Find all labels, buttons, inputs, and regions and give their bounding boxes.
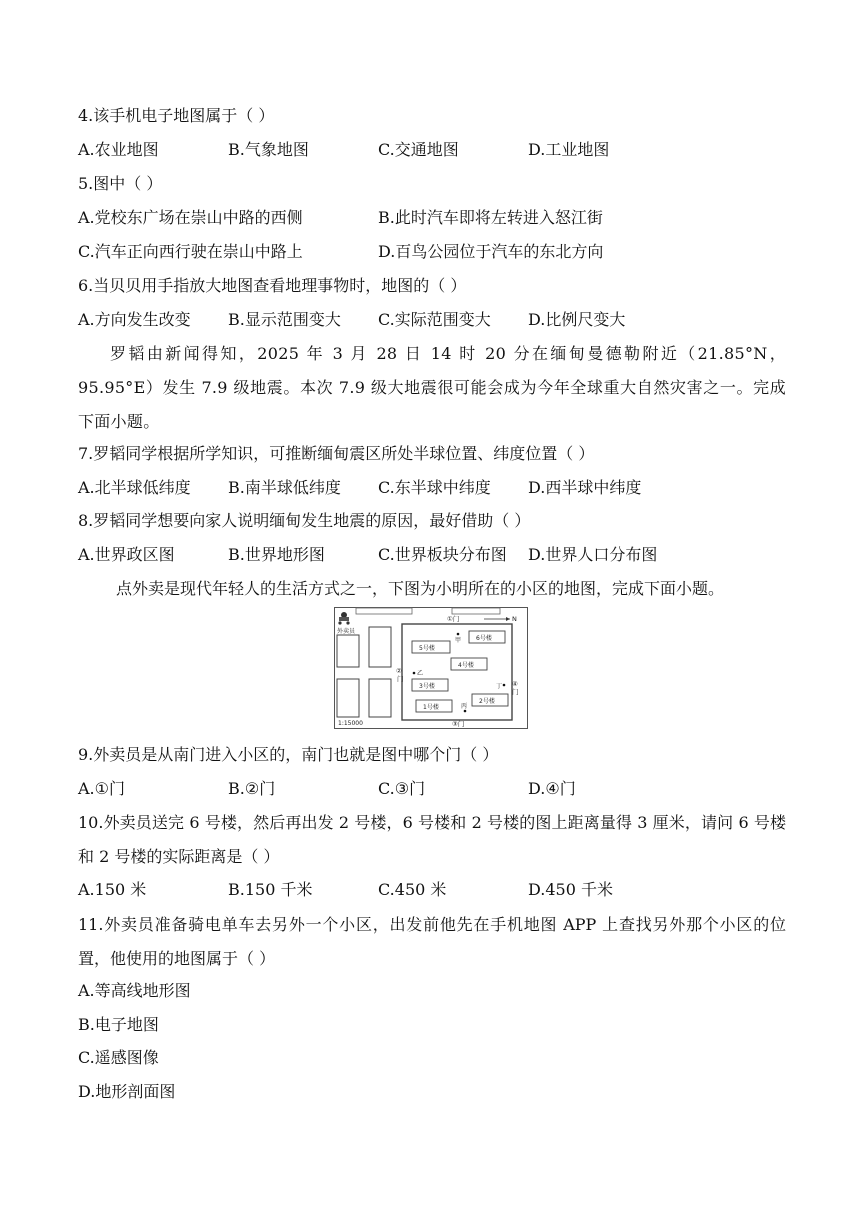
q7-option-c[interactable]: C.东半球中纬度 bbox=[378, 478, 491, 497]
q9-option-b[interactable]: B.②门 bbox=[228, 779, 276, 798]
q6-option-c[interactable]: C.实际范围变大 bbox=[378, 310, 491, 329]
q9-option-c[interactable]: C.③门 bbox=[378, 779, 426, 798]
q5-option-c[interactable]: C.汽车正向西行驶在崇山中路上 bbox=[78, 242, 303, 261]
point-bing-label: 丙 bbox=[461, 703, 468, 710]
q10-option-d[interactable]: D.450 千米 bbox=[528, 880, 613, 899]
q8-option-a[interactable]: A.世界政区图 bbox=[78, 545, 175, 564]
community-map bbox=[334, 607, 528, 729]
gate-2-label-b: 门 bbox=[397, 675, 404, 683]
gate-1-label: ①门 bbox=[447, 615, 460, 623]
gate-3-label: ③门 bbox=[452, 720, 465, 728]
q5-option-d[interactable]: D.百鸟公园位于汽车的东北方向 bbox=[378, 242, 604, 261]
q7-option-d[interactable]: D.西半球中纬度 bbox=[528, 478, 642, 497]
q4-option-b[interactable]: B.气象地图 bbox=[228, 140, 309, 159]
question-5-stem: 5.图中（ ） bbox=[78, 174, 163, 193]
q6-option-a[interactable]: A.方向发生改变 bbox=[78, 310, 191, 329]
q4-option-d[interactable]: D.工业地图 bbox=[528, 140, 610, 159]
q10-option-a[interactable]: A.150 米 bbox=[78, 880, 147, 899]
q9-option-a[interactable]: A.①门 bbox=[78, 779, 125, 798]
point-jia-marker bbox=[457, 633, 460, 636]
building-1-label: 1号楼 bbox=[423, 704, 439, 711]
q4-option-a[interactable]: A.农业地图 bbox=[78, 140, 159, 159]
point-jia-label: 甲 bbox=[455, 637, 462, 644]
point-ding-label: 丁 bbox=[496, 683, 503, 690]
building-5-label: 5号楼 bbox=[419, 645, 435, 652]
question-6-options bbox=[78, 310, 798, 330]
point-bing-marker bbox=[464, 710, 467, 713]
question-8-options bbox=[78, 545, 798, 565]
delivery-intro: 点外卖是现代年轻人的生活方式之一，下图为小明所在的小区的地图，完成下面小题。 bbox=[116, 579, 725, 598]
q11-option-a[interactable]: A.等高线地形图 bbox=[78, 981, 191, 1000]
question-5-options-row1 bbox=[78, 208, 798, 228]
north-label: N bbox=[512, 615, 517, 623]
point-ding-marker bbox=[503, 684, 506, 687]
earthquake-intro: 罗韬由新闻得知，2025 年 3 月 28 日 14 时 20 分在缅甸曼德勒附近（21.85°N，95.95°E）发生 7.9 级地震。本次 7.9 级大地震很可能会成为今年全球重大自然灾害之一。完成下面小题。 bbox=[78, 344, 786, 431]
map-scale: 1:15000 bbox=[338, 720, 363, 727]
gate-4-label-b: 门 bbox=[512, 688, 519, 696]
q6-option-b[interactable]: B.显示范围变大 bbox=[228, 310, 341, 329]
question-5-options-row2 bbox=[78, 242, 798, 262]
building-2-label: 2号楼 bbox=[479, 698, 495, 705]
building-4-label: 4号楼 bbox=[458, 662, 474, 669]
q11-option-c[interactable]: C.遥感图像 bbox=[78, 1048, 159, 1067]
courier-label: 外卖员 bbox=[337, 628, 356, 635]
question-9-options bbox=[78, 779, 798, 799]
question-4-stem: 4.该手机电子地图属于（ ） bbox=[78, 106, 275, 125]
q6-option-d[interactable]: D.比例尺变大 bbox=[528, 310, 626, 329]
q9-option-d[interactable]: D.④门 bbox=[528, 779, 576, 798]
q7-option-a[interactable]: A.北半球低纬度 bbox=[78, 478, 191, 497]
question-10-stem: 10.外卖员送完 6 号楼，然后再出发 2 号楼，6 号楼和 2 号楼的图上距离量得 3 厘米，请问 6 号楼和 2 号楼的实际距离是（ ） bbox=[78, 813, 786, 866]
q8-option-b[interactable]: B.世界地形图 bbox=[228, 545, 325, 564]
question-10-options bbox=[78, 880, 798, 900]
point-yi-label: 乙 bbox=[417, 670, 424, 677]
question-4-options bbox=[78, 140, 798, 160]
question-8-stem: 8.罗韬同学想要向家人说明缅甸发生地震的原因，最好借助（ ） bbox=[78, 511, 531, 530]
q8-option-d[interactable]: D.世界人口分布图 bbox=[528, 545, 658, 564]
q10-option-c[interactable]: C.450 米 bbox=[378, 880, 447, 899]
q5-option-b[interactable]: B.此时汽车即将左转进入怒江街 bbox=[378, 208, 603, 227]
q5-option-a[interactable]: A.党校东广场在崇山中路的西侧 bbox=[78, 208, 303, 227]
building-3-label: 3号楼 bbox=[419, 683, 435, 690]
question-11-stem: 11.外卖员准备骑电单车去另外一个小区，出发前他先在手机地图 APP 上查找另外那个小区的位置，他使用的地图属于（ ） bbox=[78, 915, 786, 968]
q10-option-b[interactable]: B.150 千米 bbox=[228, 880, 313, 899]
question-9-stem: 9.外卖员是从南门进入小区的，南门也就是图中哪个门（ ） bbox=[78, 745, 499, 764]
q8-option-c[interactable]: C.世界板块分布图 bbox=[378, 545, 507, 564]
question-7-stem: 7.罗韬同学根据所学知识，可推断缅甸震区所处半球位置、纬度位置（ ） bbox=[78, 444, 595, 463]
gate-2-label: ② bbox=[396, 667, 402, 675]
q7-option-b[interactable]: B.南半球低纬度 bbox=[228, 478, 341, 497]
building-6-label: 6号楼 bbox=[476, 635, 492, 642]
question-6-stem: 6.当贝贝用手指放大地图查看地理事物时，地图的（ ） bbox=[78, 276, 467, 295]
q11-option-b[interactable]: B.电子地图 bbox=[78, 1015, 159, 1034]
question-7-options bbox=[78, 478, 798, 498]
q4-option-c[interactable]: C.交通地图 bbox=[378, 140, 459, 159]
point-yi-marker bbox=[413, 672, 416, 675]
q11-option-d[interactable]: D.地形剖面图 bbox=[78, 1082, 176, 1101]
gate-4-label: ④ bbox=[512, 680, 518, 688]
